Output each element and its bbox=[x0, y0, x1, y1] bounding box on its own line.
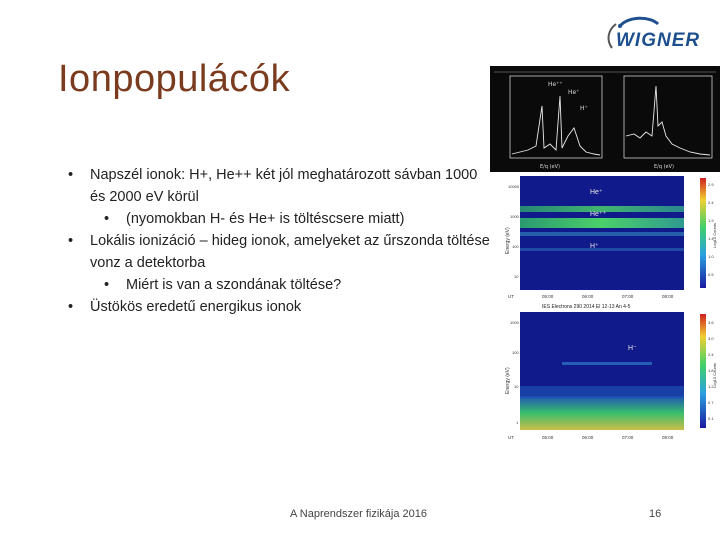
electron-glow bbox=[520, 386, 684, 398]
bullet-dot-icon: • bbox=[68, 167, 74, 183]
colorbar-tick: 0.7 bbox=[708, 400, 714, 405]
time-tick: 07:00 bbox=[622, 294, 634, 299]
energy-tick: 1 bbox=[516, 420, 519, 425]
bullet-dot-icon: • bbox=[68, 233, 74, 249]
line-label-he1: He⁺ bbox=[568, 89, 580, 96]
bottom-colorbar bbox=[700, 314, 706, 428]
time-tick: 05:00 bbox=[542, 435, 554, 440]
electron-line bbox=[562, 362, 652, 365]
colorbar-label-bottom: Log10 Counts bbox=[712, 363, 717, 388]
colorbar-label-top: Log10 Counts bbox=[712, 223, 717, 248]
slide-footer: A Naprendszer fizikája 2016 bbox=[290, 508, 427, 520]
spectrogram-svg bbox=[502, 174, 720, 442]
time-tick: 06:00 bbox=[582, 294, 594, 299]
sub-bullet-text: (nyomokban H- és He+ is töltéscsere miatt) bbox=[126, 211, 405, 227]
energy-tick: 10000 bbox=[508, 184, 520, 189]
bullet-text: Üstökös eredetű energikus ionok bbox=[90, 299, 302, 315]
bullet-list bbox=[64, 164, 494, 318]
bullet-item bbox=[64, 164, 494, 208]
colorbar-tick: 1.2 bbox=[708, 384, 714, 389]
bullet-item bbox=[64, 296, 494, 318]
energy-tick: 100 bbox=[512, 350, 519, 355]
time-tick: 06:00 bbox=[582, 435, 594, 440]
line-label-h: H⁺ bbox=[580, 105, 588, 112]
colorbar-tick: 0.1 bbox=[708, 416, 714, 421]
spectro-label-h: H⁺ bbox=[590, 243, 599, 250]
colorbar-tick: 3.6 bbox=[708, 320, 714, 325]
colorbar-tick: 2.4 bbox=[708, 200, 714, 205]
line-plots-svg bbox=[490, 66, 720, 172]
colorbar-tick: 0.5 bbox=[708, 272, 714, 277]
energy-tick: 10 bbox=[514, 274, 519, 279]
page-number: 16 bbox=[649, 508, 662, 520]
left-x-label: E/q (eV) bbox=[540, 164, 561, 170]
right-x-label: E/q (eV) bbox=[654, 164, 675, 170]
time-tick: UT bbox=[508, 294, 514, 299]
sub-bullet-item bbox=[64, 274, 494, 296]
spectro-label-he1: He⁺ bbox=[590, 189, 603, 196]
bullet-dot-icon: • bbox=[104, 211, 110, 227]
y-axis-label-top: Energy (eV) bbox=[505, 227, 511, 254]
spectro-label-he2: He⁺⁺ bbox=[590, 211, 607, 218]
wigner-logo bbox=[600, 14, 712, 60]
time-tick: UT bbox=[508, 435, 514, 440]
bullet-dot-icon: • bbox=[104, 277, 110, 293]
bullet-text: Napszél ionok: H+, He++ két jól meghatározott sávban 1000 és 2000 eV körül bbox=[90, 167, 478, 205]
colorbar-tick: 1.9 bbox=[708, 218, 714, 223]
colorbar-tick: 1.0 bbox=[708, 254, 714, 259]
slide-title: Ionpopulácók bbox=[58, 58, 291, 100]
minor-band bbox=[520, 232, 684, 236]
colorbar-tick: 2.9 bbox=[708, 182, 714, 187]
colorbar-tick: 1.4 bbox=[708, 236, 714, 241]
top-colorbar bbox=[700, 178, 706, 288]
electron-floor bbox=[520, 396, 684, 430]
spectrogram-figure bbox=[502, 174, 720, 442]
bottom-spectrogram-title: IES Electrons 290 2014 El 12-13 An 4-5 bbox=[542, 304, 631, 310]
sub-bullet-text: Miért is van a szondának töltése? bbox=[126, 277, 342, 293]
proton-band bbox=[520, 218, 684, 228]
colorbar-tick: 3.0 bbox=[708, 336, 714, 341]
energy-tick: 10 bbox=[514, 384, 519, 389]
colorbar-tick: 1.8 bbox=[708, 368, 714, 373]
time-tick: 07:00 bbox=[622, 435, 634, 440]
line-label-he2: He⁺⁺ bbox=[548, 81, 563, 88]
energy-tick: 1000 bbox=[510, 214, 519, 219]
colorbar-tick: 2.4 bbox=[708, 352, 714, 357]
spectro-label-hminus: H⁻ bbox=[628, 345, 637, 352]
y-axis-label-bottom: Energy (eV) bbox=[505, 367, 511, 394]
bullet-dot-icon: • bbox=[68, 299, 74, 315]
ion-count-line-plots bbox=[490, 66, 720, 172]
bullet-text: Lokális ionizáció – hideg ionok, amelyeket az űrszonda töltése vonz a detektorba bbox=[90, 233, 490, 271]
faint-band bbox=[520, 248, 684, 251]
energy-tick: 100 bbox=[512, 244, 519, 249]
time-tick: 08:00 bbox=[662, 294, 674, 299]
energy-tick: 1000 bbox=[510, 320, 519, 325]
bullet-item bbox=[64, 230, 494, 274]
logo-text: WIGNER bbox=[616, 30, 701, 51]
time-tick: 05:00 bbox=[542, 294, 554, 299]
sub-bullet-item bbox=[64, 208, 494, 230]
time-tick: 08:00 bbox=[662, 435, 674, 440]
